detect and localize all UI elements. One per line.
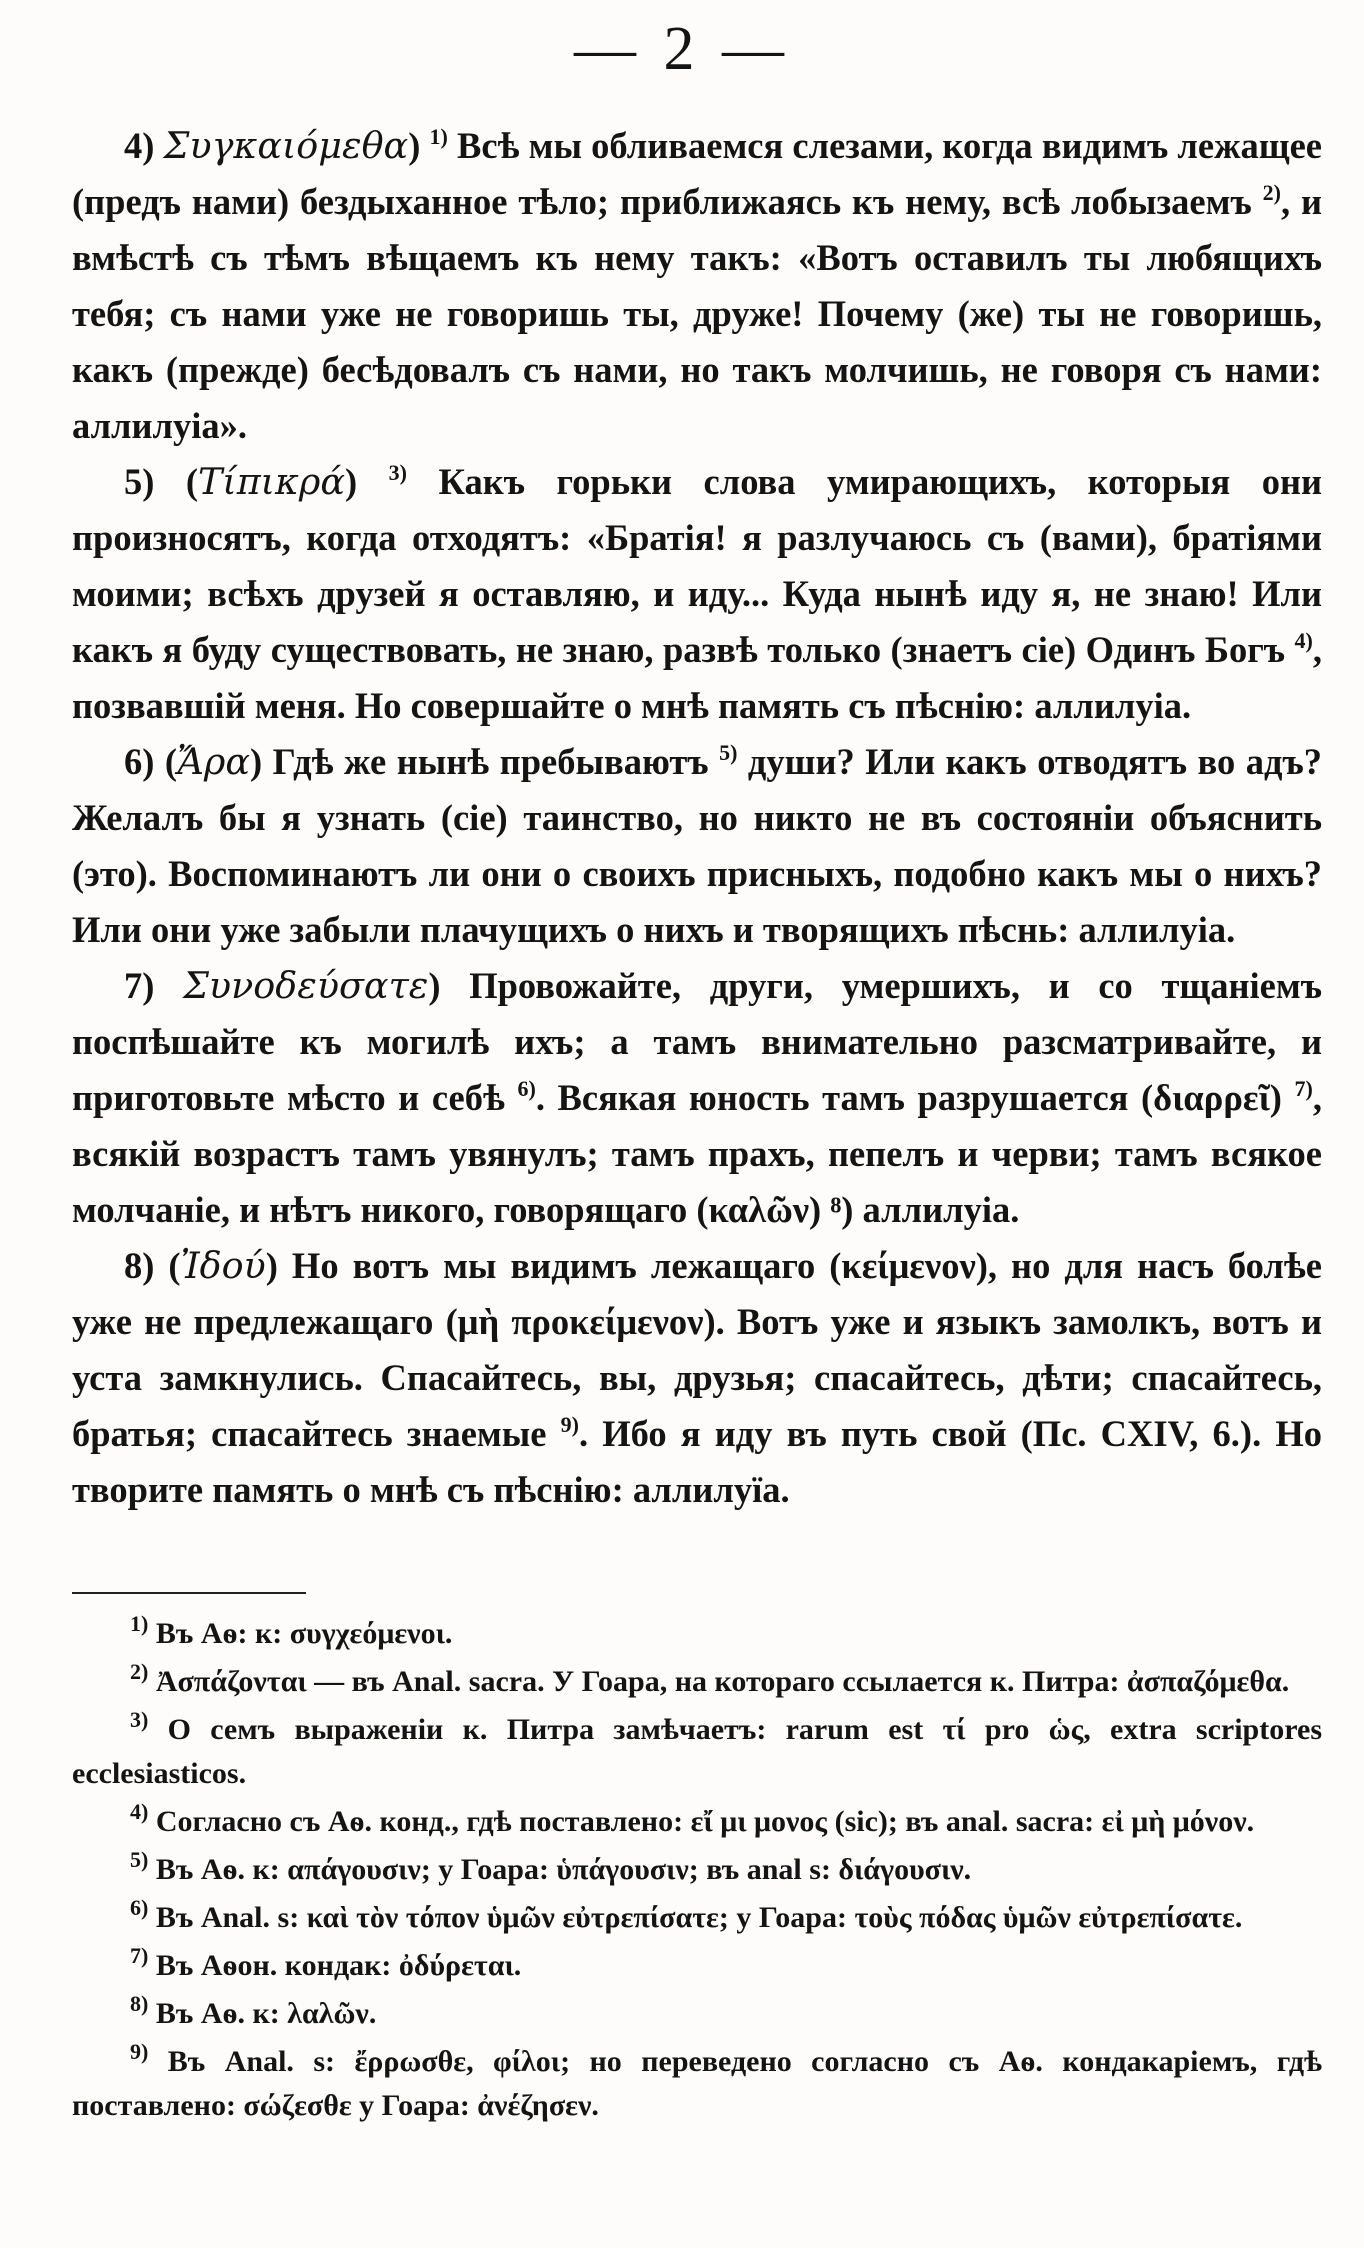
footnote (72, 1660, 1322, 1704)
footnote-ref: 9) (560, 1412, 579, 1437)
footnote-number: 2) (130, 1659, 149, 1684)
footnote-number: 4) (130, 1799, 149, 1824)
paragraph-4 (72, 118, 1322, 454)
paragraph-number: 7) (124, 965, 155, 1006)
footnote-ref: 4) (1294, 628, 1313, 653)
text-run: . Ибо я иду въ путь свой (Пс. CXIV, 6.). Но творите память о мнѣ съ пѣснію: аллилуїа. (72, 1413, 1322, 1510)
footnote-ref-number: 4 (1294, 628, 1306, 653)
paragraph-number: 5) ( (124, 461, 199, 502)
footnote-text: Согласно съ Аѳ. конд., гдѣ поставлено: εἴ μι μονος (sic); въ anal. sacra: εἰ μὴ μόνον. (155, 1805, 1255, 1838)
text-run: Всѣ мы обливаемся слезами, когда видимъ лежащее (предъ нами) бездыханное тѣло; приближаясь къ нему, всѣ лобызаемъ (72, 125, 1323, 222)
footnote-text: Въ Аѳ. к: απάγουσιν; у Гоара: ὑπάγουσιν; въ anal s: διάγουσιν. (155, 1853, 972, 1886)
bracket: ) (345, 461, 358, 502)
footnote (72, 1992, 1322, 2036)
footnote-text: Въ Аѳ. к: λαλῶν. (155, 1997, 377, 2030)
footnote-text: Въ Anal. s: ἔρρωσθε, φίλοι; но переведено согласно съ Аѳ. кондакаріемъ, гдѣ поставлено: σώζεσθε у Гоара: ἀνέζησεν. (72, 2045, 1323, 2122)
text-run: , всякій возрастъ тамъ увянулъ; тамъ прахъ, пепелъ и черви; тамъ всякое молчаніе, и нѣтъ никого, говорящаго (καλῶν) ⁸) аллилуіа. (72, 1077, 1322, 1230)
text-run: , и вмѣстѣ съ тѣмъ вѣщаемъ къ нему такъ: «Вотъ оставилъ ты любящихъ тебя; съ нами уже не говоришь ты, друже! Почему (же) ты не говоришь, какъ (прежде) бесѣдовалъ съ нами, но такъ молчишь, не говоря съ нами: аллилуіа». (72, 181, 1322, 446)
footnote (72, 1896, 1322, 1940)
bracket: ) (249, 741, 263, 782)
paragraph-7 (72, 958, 1322, 1238)
footnote (72, 1612, 1322, 1656)
text-run (357, 461, 388, 502)
text-run: Но вотъ мы видимъ лежащаго (κείμενον), но для насъ болѣе уже не предлежащаго (μὴ προκείμενον). Вотъ уже и языкъ замолкъ, вотъ и уста замкнулись. Спасайтесь, вы, друзья; спасайтесь, дѣти; спасайтесь, братья; спасайтесь знаемые (72, 1245, 1322, 1454)
footnote (72, 1848, 1322, 1892)
footnote-text: Въ Аѳ: к: συγχεόμενοι. (155, 1617, 453, 1650)
footnotes (72, 1612, 1322, 2132)
bracket: ) (428, 965, 441, 1006)
footnote-ref: 6) (517, 1076, 536, 1101)
footnote-text: Ἀσπάζονται — въ Anal. sacra. У Гоара, на котораго ссылается к. Питра: ἀσπαζόμεθα. (155, 1665, 1290, 1698)
text-run: Какъ горьки слова умирающихъ, которыя они произносятъ, когда отходятъ: «Братія! я разлучаюсь съ (вами), братіями моими; всѣхъ друзей я оставляю, и иду... Куда нынѣ иду я, не знаю! Или какъ я буду существовать, не знаю, развѣ только (знаетъ сіе) Одинъ Богъ (72, 461, 1323, 670)
greek-incipit: Τίπικρά (198, 460, 346, 503)
footnote-number: 9) (130, 2039, 149, 2064)
greek-incipit: Ἰδού (180, 1244, 266, 1287)
paragraph-6 (72, 734, 1322, 958)
footnote-ref-number: 2 (1262, 180, 1274, 205)
text-run: Гдѣ же нынѣ пребываютъ (262, 741, 720, 782)
footnote-ref-number: 6 (517, 1076, 529, 1101)
footnote-ref: 1) (429, 124, 448, 149)
footnote (72, 1800, 1322, 1844)
bracket: ) (265, 1245, 278, 1286)
text-run: , позвавшій меня. Но совершайте о мнѣ память съ пѣснію: аллилуіа. (72, 629, 1322, 726)
footnote-ref: 2) (1262, 180, 1281, 205)
text-run: . Всякая юность тамъ разрушается (διαρρεῖ) (535, 1077, 1295, 1118)
footnote-text: О семъ выраженіи к. Питра замѣчаетъ: rarum est τί pro ὡς, extra scriptores ecclesiasticos. (72, 1713, 1322, 1790)
text-run: Провожайте, други, умершихъ, и со тщаніемъ поспѣшайте къ могилѣ ихъ; а тамъ внимательно разсматривайте, и приготовьте мѣсто и себѣ (72, 965, 1323, 1118)
footnote-ref: 3) (388, 460, 407, 485)
footnote-ref-number: 9 (560, 1412, 572, 1437)
footnote-ref-number: 3 (388, 460, 400, 485)
greek-incipit: Συνοδεύσατε (183, 964, 429, 1007)
paragraph-5 (72, 454, 1322, 734)
footnote-divider (72, 1592, 306, 1594)
footnote-number: 3) (130, 1707, 149, 1732)
paragraph-number: 8) ( (124, 1245, 181, 1286)
text-run: души? Или какъ отводятъ во адъ? Желалъ бы я узнать (сіе) таинство, но никто не въ состояніи объяснить (это). Воспоминаютъ ли они о своихъ присныхъ, подобно какъ мы о нихъ? Или они уже забыли плачущихъ о нихъ и творящихъ пѣснь: аллилуіа. (72, 741, 1322, 950)
paragraph-number: 6) ( (124, 741, 178, 782)
footnote (72, 2040, 1322, 2128)
footnote-number: 1) (130, 1611, 149, 1636)
footnote-ref-number: 5 (719, 740, 731, 765)
footnote-number: 7) (130, 1943, 149, 1968)
footnote-ref: 7) (1294, 1076, 1313, 1101)
main-text (72, 118, 1322, 1518)
greek-incipit: Συγκαιόμεθα (163, 124, 409, 167)
page-number: — 2 — (574, 15, 790, 83)
footnote-number: 6) (130, 1895, 149, 1920)
footnote-number: 5) (130, 1847, 149, 1872)
greek-incipit: Ἄρα (177, 740, 250, 783)
paragraph-8 (72, 1238, 1322, 1518)
footnote-ref: 5) (719, 740, 738, 765)
footnote-number: 8) (130, 1991, 149, 2016)
footnote-ref-number: 1 (429, 124, 441, 149)
footnote (72, 1944, 1322, 1988)
paragraph-number: 4) (124, 125, 155, 166)
footnote-ref-number: 7 (1294, 1076, 1306, 1101)
footnote-text: Въ Аѳон. кондак: ὀδύρεται. (155, 1949, 522, 1982)
footnote-text: Въ Anal. s: καὶ τὸν τόπον ὑμῶν εὐτρεπίσατε; у Гоара: τοὺς πόδας ὑμῶν εὐτρεπίσατε. (155, 1901, 1243, 1934)
footnote (72, 1708, 1322, 1796)
bracket: ) (408, 125, 421, 166)
